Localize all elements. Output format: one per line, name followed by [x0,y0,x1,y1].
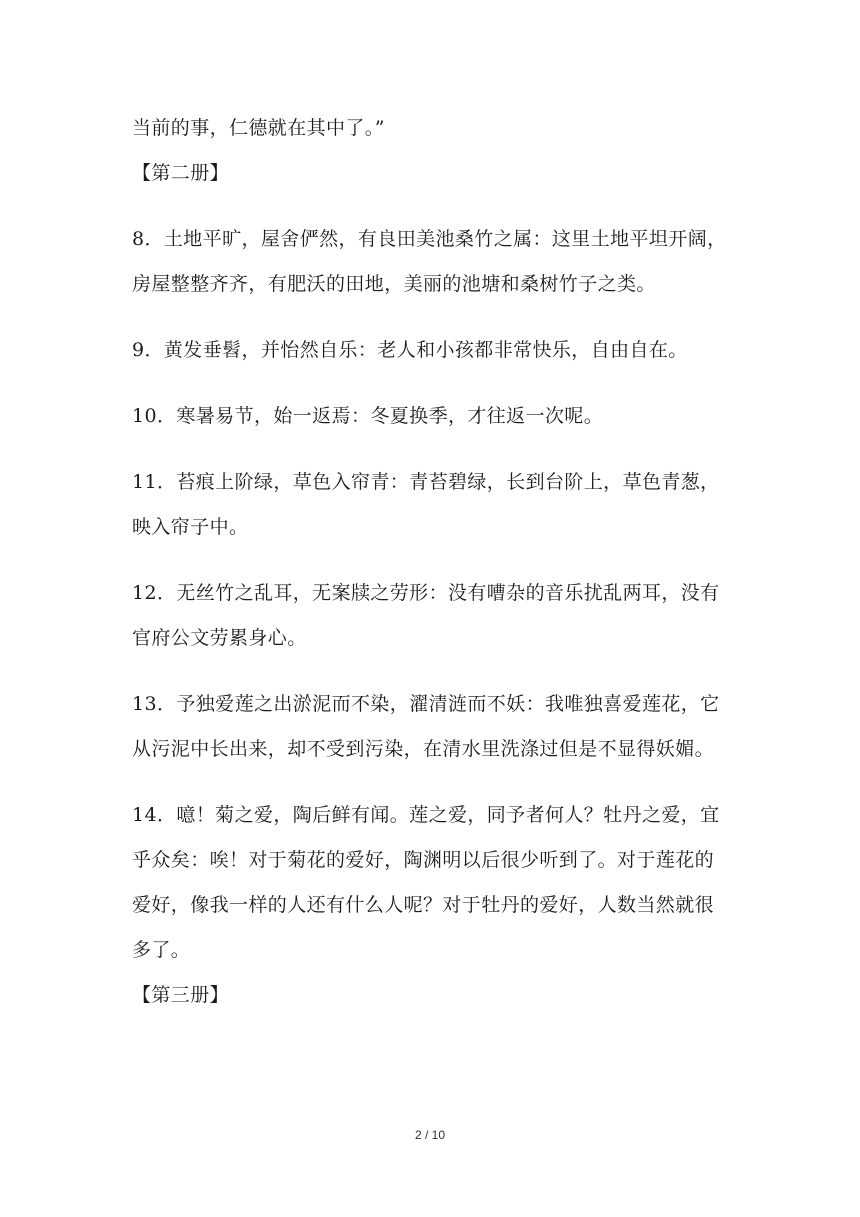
list-item: 11．苔痕上阶绿，草色入帘青：青苔碧绿，长到台阶上，草色青葱，映入帘子中。 [132,471,720,538]
section-heading-book-3: 【第三册】 [132,984,230,1006]
list-item: 14．噫！菊之爱，陶后鲜有闻。莲之爱，同予者何人？牡丹之爱，宜乎众矣：唉！对于菊花的爱好，陶渊明以后很少听到了。对于莲花的爱好，像我一样的人还有什么人呢？对于牡丹的爱好，人数当然就很多了。 [132,804,720,961]
continuation-paragraph: 当前的事，仁德就在其中了。” [132,117,385,139]
list-item: 10．寒暑易节，始一返焉：冬夏换季，才往返一次呢。 [132,405,604,427]
list-item: 9．黄发垂髫，并怡然自乐：老人和小孩都非常快乐，自由自在。 [132,339,688,361]
section-heading-book-2: 【第二册】 [132,162,230,184]
list-item: 13．予独爱莲之出淤泥而不染，濯清涟而不妖：我唯独喜爱莲花，它从污泥中长出来，却不受到污染，在清水里洗涤过但是不显得妖媚。 [132,693,720,760]
document-body [132,106,732,1018]
list-item: 8．土地平旷，屋舍俨然，有良田美池桑竹之属：这里土地平坦开阔，房屋整整齐齐，有肥沃的田地，美丽的池塘和桑树竹子之类。 [132,228,727,295]
list-item: 12．无丝竹之乱耳，无案牍之劳形：没有嘈杂的音乐扰乱两耳，没有官府公文劳累身心。 [132,582,720,649]
page-number: 2 / 10 [414,1128,446,1142]
